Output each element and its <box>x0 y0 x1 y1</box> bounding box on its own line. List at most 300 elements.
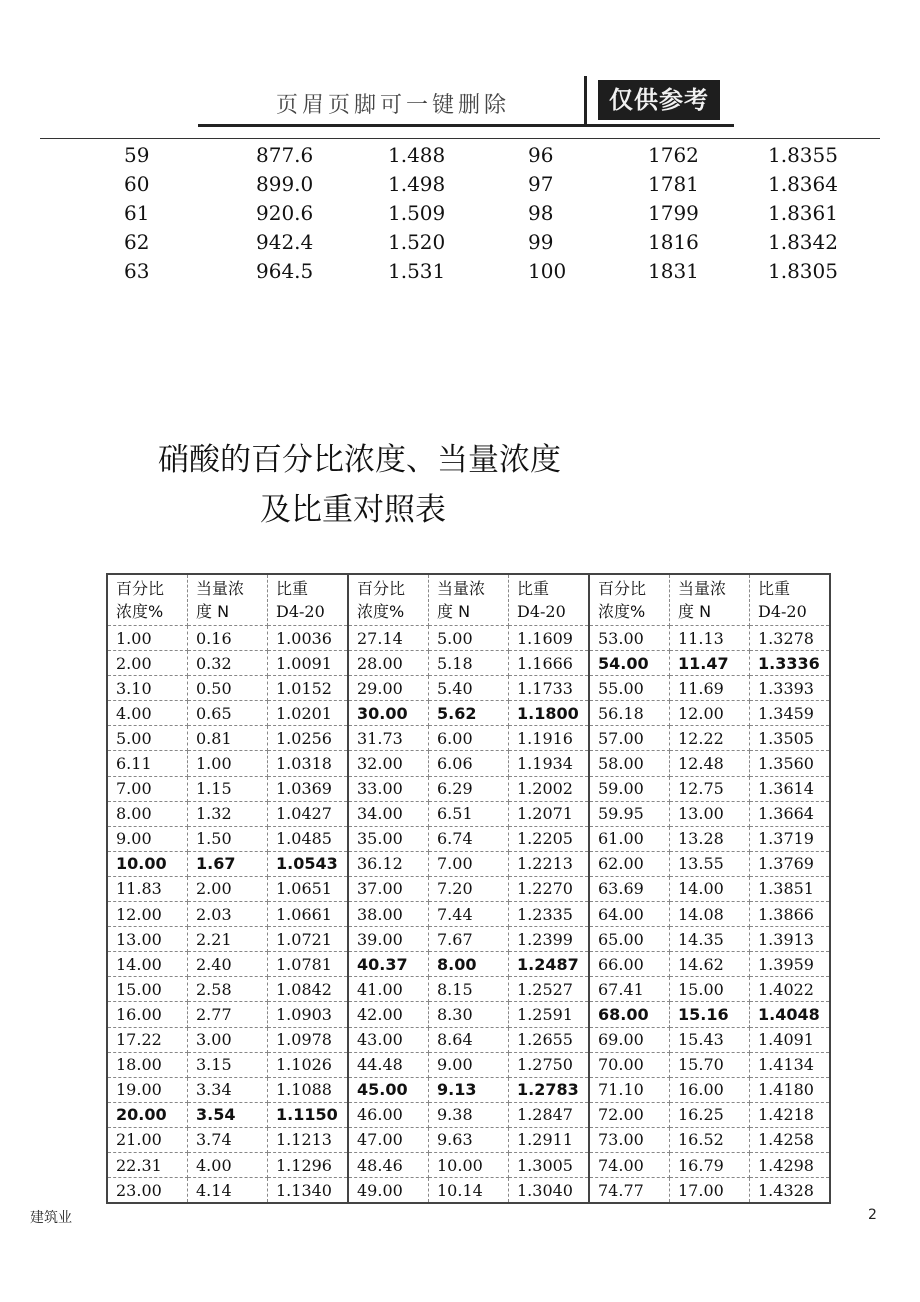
table-cell: 1.1609 <box>509 626 590 651</box>
table-cell: 16.79 <box>670 1152 750 1177</box>
table-cell: 41.00 <box>348 977 429 1002</box>
table-cell: 61.00 <box>589 826 670 851</box>
table-cell: 1.2655 <box>509 1027 590 1052</box>
table-cell: 15.00 <box>670 977 750 1002</box>
table-cell: 12.48 <box>670 751 750 776</box>
table-cell: 1.0201 <box>268 701 349 726</box>
table-cell: 1.3459 <box>750 701 831 726</box>
continued-table <box>96 140 878 285</box>
table-cell: 6.00 <box>429 726 509 751</box>
table-cell: 17.00 <box>670 1178 750 1204</box>
table-cell: 1.0091 <box>268 651 349 676</box>
table-cell: 11.69 <box>670 676 750 701</box>
table-cell: 33.00 <box>348 776 429 801</box>
table-cell: 3.10 <box>107 676 188 701</box>
table-cell: 35.00 <box>348 826 429 851</box>
table-cell: 7.44 <box>429 902 509 927</box>
table-cell: 0.16 <box>188 626 268 651</box>
table-cell: 1.1733 <box>509 676 590 701</box>
table-cell: 15.43 <box>670 1027 750 1052</box>
table-cell: 13.28 <box>670 826 750 851</box>
table-cell: 6.51 <box>429 801 509 826</box>
column-header-line: 比重 <box>276 579 309 598</box>
column-header <box>188 574 268 626</box>
table-cell: 14.08 <box>670 902 750 927</box>
nitric-acid-table <box>106 573 831 1204</box>
page-rule <box>40 138 880 139</box>
table-cell: 100 <box>528 258 567 283</box>
table-cell: 1.3866 <box>750 902 831 927</box>
column-header <box>750 574 831 626</box>
table-cell: 7.00 <box>107 776 188 801</box>
table-row <box>107 801 830 826</box>
table-cell: 12.00 <box>107 902 188 927</box>
table-cell: 1.0978 <box>268 1027 349 1052</box>
column-header-line: 度 N <box>196 602 230 621</box>
table-cell: 1.2591 <box>509 1002 590 1027</box>
table-cell: 42.00 <box>348 1002 429 1027</box>
table-cell: 1.32 <box>188 801 268 826</box>
table-cell: 3.15 <box>188 1052 268 1077</box>
table-cell: 9.00 <box>107 826 188 851</box>
table-cell: 1762 <box>648 142 699 167</box>
column-header <box>429 574 509 626</box>
table-cell: 39.00 <box>348 927 429 952</box>
table-cell: 1.2527 <box>509 977 590 1002</box>
table-cell: 8.15 <box>429 977 509 1002</box>
table-cell: 99 <box>528 229 554 254</box>
table-cell: 1.2847 <box>509 1102 590 1127</box>
table-row <box>107 1002 830 1027</box>
table-cell: 71.10 <box>589 1077 670 1102</box>
table-cell: 6.11 <box>107 751 188 776</box>
table-cell: 1799 <box>648 200 699 225</box>
table-cell: 0.65 <box>188 701 268 726</box>
table-cell: 12.00 <box>670 701 750 726</box>
table-cell: 1.4022 <box>750 977 831 1002</box>
table-cell: 8.30 <box>429 1002 509 1027</box>
table-cell: 1.8364 <box>768 171 838 196</box>
table-cell: 6.29 <box>429 776 509 801</box>
column-header-line: 比重 <box>517 579 550 598</box>
table-cell: 22.31 <box>107 1152 188 1177</box>
table-cell: 14.00 <box>670 876 750 901</box>
table-cell: 45.00 <box>348 1077 429 1102</box>
table-cell: 8.00 <box>429 952 509 977</box>
table-cell: 18.00 <box>107 1052 188 1077</box>
column-header-line: D4-20 <box>758 602 807 621</box>
table-cell: 16.25 <box>670 1102 750 1127</box>
table-cell: 1.00 <box>188 751 268 776</box>
table-cell: 1.0427 <box>268 801 349 826</box>
table-cell: 1.1934 <box>509 751 590 776</box>
column-header-line: 度 N <box>437 602 471 621</box>
table-row <box>96 169 878 198</box>
table-cell: 1.3505 <box>750 726 831 751</box>
column-header <box>107 574 188 626</box>
table-cell: 37.00 <box>348 876 429 901</box>
table-cell: 877.6 <box>256 142 314 167</box>
reference-only-badge: 仅供参考 <box>598 80 720 120</box>
column-header-line: 百分比 <box>116 579 165 598</box>
table-row <box>96 140 878 169</box>
table-cell: 1.2002 <box>509 776 590 801</box>
column-header-line: 浓度% <box>116 602 164 621</box>
table-cell: 1.1916 <box>509 726 590 751</box>
table-cell: 29.00 <box>348 676 429 701</box>
table-cell: 11.13 <box>670 626 750 651</box>
table-cell: 2.77 <box>188 1002 268 1027</box>
table-row <box>107 1178 830 1204</box>
table-row <box>96 198 878 227</box>
table-cell: 54.00 <box>589 651 670 676</box>
table-cell: 5.40 <box>429 676 509 701</box>
column-header <box>589 574 670 626</box>
table-cell: 53.00 <box>589 626 670 651</box>
table-cell: 0.32 <box>188 651 268 676</box>
table-row <box>107 701 830 726</box>
table-cell: 9.13 <box>429 1077 509 1102</box>
table-cell: 16.00 <box>670 1077 750 1102</box>
table-cell: 6.74 <box>429 826 509 851</box>
table-cell: 97 <box>528 171 554 196</box>
table-cell: 73.00 <box>589 1127 670 1152</box>
table-cell: 1.0036 <box>268 626 349 651</box>
table-cell: 40.37 <box>348 952 429 977</box>
table-cell: 1.2783 <box>509 1077 590 1102</box>
table-row <box>107 1152 830 1177</box>
column-header-line: D4-20 <box>276 602 325 621</box>
table-cell: 1.8361 <box>768 200 838 225</box>
column-header-line: D4-20 <box>517 602 566 621</box>
table-cell: 49.00 <box>348 1178 429 1204</box>
table-cell: 1.1213 <box>268 1127 349 1152</box>
table-cell: 1.4048 <box>750 1002 831 1027</box>
table-cell: 9.00 <box>429 1052 509 1077</box>
table-cell: 1.3336 <box>750 651 831 676</box>
document-title-line2: 及比重对照表 <box>260 492 446 528</box>
table-cell: 1.2071 <box>509 801 590 826</box>
table-cell: 59.95 <box>589 801 670 826</box>
table-cell: 23.00 <box>107 1178 188 1204</box>
table-cell: 1.2270 <box>509 876 590 901</box>
table-cell: 1.8342 <box>768 229 838 254</box>
table-cell: 1781 <box>648 171 699 196</box>
table-cell: 4.14 <box>188 1178 268 1204</box>
table-row <box>107 751 830 776</box>
table-cell: 59.00 <box>589 776 670 801</box>
table-cell: 1.1026 <box>268 1052 349 1077</box>
table-cell: 16.52 <box>670 1127 750 1152</box>
table-row <box>107 726 830 751</box>
table-cell: 62 <box>124 229 150 254</box>
table-cell: 10.00 <box>429 1152 509 1177</box>
table-cell: 12.22 <box>670 726 750 751</box>
table-cell: 20.00 <box>107 1102 188 1127</box>
table-row <box>107 876 830 901</box>
table-cell: 14.62 <box>670 952 750 977</box>
table-cell: 67.41 <box>589 977 670 1002</box>
table-cell: 68.00 <box>589 1002 670 1027</box>
table-cell: 1.0721 <box>268 927 349 952</box>
table-row <box>107 851 830 876</box>
table-cell: 28.00 <box>348 651 429 676</box>
column-header-line: 当量浓 <box>437 579 486 598</box>
table-cell: 964.5 <box>256 258 314 283</box>
table-cell: 1.3664 <box>750 801 831 826</box>
table-cell: 27.14 <box>348 626 429 651</box>
table-cell: 1.0256 <box>268 726 349 751</box>
table-cell: 10.00 <box>107 851 188 876</box>
table-cell: 1.0661 <box>268 902 349 927</box>
table-row <box>107 676 830 701</box>
table-row <box>96 256 878 285</box>
table-cell: 30.00 <box>348 701 429 726</box>
table-cell: 63.69 <box>589 876 670 901</box>
table-cell: 8.00 <box>107 801 188 826</box>
table-cell: 16.00 <box>107 1002 188 1027</box>
table-cell: 7.20 <box>429 876 509 901</box>
table-cell: 1.4091 <box>750 1027 831 1052</box>
table-cell: 15.70 <box>670 1052 750 1077</box>
table-cell: 74.00 <box>589 1152 670 1177</box>
table-row <box>107 1077 830 1102</box>
table-cell: 10.14 <box>429 1178 509 1204</box>
table-cell: 62.00 <box>589 851 670 876</box>
table-cell: 1.2213 <box>509 851 590 876</box>
table-cell: 1.2487 <box>509 952 590 977</box>
table-cell: 1.8355 <box>768 142 838 167</box>
table-cell: 32.00 <box>348 751 429 776</box>
table-cell: 1.1666 <box>509 651 590 676</box>
table-row <box>107 927 830 952</box>
table-cell: 1.498 <box>388 171 446 196</box>
table-cell: 1.520 <box>388 229 446 254</box>
table-cell: 1.3040 <box>509 1178 590 1204</box>
column-header-line: 比重 <box>758 579 791 598</box>
table-cell: 1.1088 <box>268 1077 349 1102</box>
table-cell: 58.00 <box>589 751 670 776</box>
table-cell: 1.50 <box>188 826 268 851</box>
table-cell: 7.67 <box>429 927 509 952</box>
table-cell: 5.18 <box>429 651 509 676</box>
table-cell: 13.00 <box>107 927 188 952</box>
table-cell: 0.81 <box>188 726 268 751</box>
table-cell: 1.1296 <box>268 1152 349 1177</box>
table-cell: 66.00 <box>589 952 670 977</box>
table-cell: 15.16 <box>670 1002 750 1027</box>
table-cell: 5.00 <box>107 726 188 751</box>
table-cell: 1.0543 <box>268 851 349 876</box>
table-row <box>107 977 830 1002</box>
column-header <box>348 574 429 626</box>
table-row <box>107 1027 830 1052</box>
table-cell: 1.2335 <box>509 902 590 927</box>
table-cell: 57.00 <box>589 726 670 751</box>
table-cell: 72.00 <box>589 1102 670 1127</box>
table-cell: 1.1800 <box>509 701 590 726</box>
table-cell: 3.00 <box>188 1027 268 1052</box>
table-cell: 64.00 <box>589 902 670 927</box>
table-cell: 13.00 <box>670 801 750 826</box>
table-cell: 1.3719 <box>750 826 831 851</box>
table-cell: 942.4 <box>256 229 314 254</box>
table-cell: 920.6 <box>256 200 314 225</box>
column-header-line: 百分比 <box>357 579 406 598</box>
table-cell: 1.3959 <box>750 952 831 977</box>
table-cell: 1.531 <box>388 258 446 283</box>
table-cell: 1.3005 <box>509 1152 590 1177</box>
table-cell: 1.2750 <box>509 1052 590 1077</box>
table-cell: 4.00 <box>188 1152 268 1177</box>
table-cell: 1.0318 <box>268 751 349 776</box>
table-cell: 0.50 <box>188 676 268 701</box>
header-underline <box>198 124 734 127</box>
table-cell: 1.67 <box>188 851 268 876</box>
page-number: 2 <box>868 1207 877 1223</box>
table-cell: 7.00 <box>429 851 509 876</box>
table-cell: 1.0369 <box>268 776 349 801</box>
table-cell: 1.4134 <box>750 1052 831 1077</box>
table-cell: 60 <box>124 171 150 196</box>
table-cell: 1.3393 <box>750 676 831 701</box>
table-cell: 1.509 <box>388 200 446 225</box>
table-cell: 3.34 <box>188 1077 268 1102</box>
document-title-line1: 硝酸的百分比浓度、当量浓度 <box>158 442 561 478</box>
table-cell: 1.8305 <box>768 258 838 283</box>
table-cell: 31.73 <box>348 726 429 751</box>
table-cell: 74.77 <box>589 1178 670 1204</box>
table-cell: 63 <box>124 258 150 283</box>
table-cell: 48.46 <box>348 1152 429 1177</box>
table-cell: 14.00 <box>107 952 188 977</box>
table-cell: 1.2911 <box>509 1127 590 1152</box>
table-cell: 2.00 <box>107 651 188 676</box>
table-row <box>107 776 830 801</box>
table-cell: 5.00 <box>429 626 509 651</box>
table-row <box>107 1052 830 1077</box>
table-cell: 1.00 <box>107 626 188 651</box>
table-cell: 1.2205 <box>509 826 590 851</box>
table-cell: 44.48 <box>348 1052 429 1077</box>
table-cell: 59 <box>124 142 150 167</box>
table-cell: 2.58 <box>188 977 268 1002</box>
table-cell: 21.00 <box>107 1127 188 1152</box>
column-header-line: 当量浓 <box>678 579 727 598</box>
table-row <box>107 826 830 851</box>
table-cell: 8.64 <box>429 1027 509 1052</box>
table-cell: 14.35 <box>670 927 750 952</box>
table-cell: 9.38 <box>429 1102 509 1127</box>
column-header-line: 度 N <box>678 602 712 621</box>
table-cell: 34.00 <box>348 801 429 826</box>
table-row <box>107 1127 830 1152</box>
table-cell: 1.0152 <box>268 676 349 701</box>
table-cell: 2.00 <box>188 876 268 901</box>
table-row <box>107 902 830 927</box>
table-cell: 2.40 <box>188 952 268 977</box>
table-cell: 1.1150 <box>268 1102 349 1127</box>
table-cell: 1.4218 <box>750 1102 831 1127</box>
table-cell: 1.4180 <box>750 1077 831 1102</box>
table-cell: 1.4328 <box>750 1178 831 1204</box>
table-cell: 19.00 <box>107 1077 188 1102</box>
table-cell: 12.75 <box>670 776 750 801</box>
table-row <box>107 651 830 676</box>
column-header <box>670 574 750 626</box>
table-cell: 1.3769 <box>750 851 831 876</box>
table-cell: 1.0781 <box>268 952 349 977</box>
table-cell: 2.21 <box>188 927 268 952</box>
table-cell: 11.47 <box>670 651 750 676</box>
column-header-line: 百分比 <box>598 579 647 598</box>
footer-label: 建筑业 <box>30 1210 72 1226</box>
table-cell: 9.63 <box>429 1127 509 1152</box>
table-cell: 1831 <box>648 258 699 283</box>
table-cell: 1.4298 <box>750 1152 831 1177</box>
table-cell: 1.0842 <box>268 977 349 1002</box>
table-cell: 1.488 <box>388 142 446 167</box>
page-header <box>0 0 920 140</box>
column-header-line: 当量浓 <box>196 579 245 598</box>
table-cell: 2.03 <box>188 902 268 927</box>
table-cell: 43.00 <box>348 1027 429 1052</box>
table-header-row <box>107 574 830 626</box>
table-cell: 47.00 <box>348 1127 429 1152</box>
table-cell: 70.00 <box>589 1052 670 1077</box>
table-cell: 1.3851 <box>750 876 831 901</box>
table-cell: 1.3560 <box>750 751 831 776</box>
column-header-line: 浓度% <box>598 602 646 621</box>
table-cell: 1.0651 <box>268 876 349 901</box>
table-cell: 55.00 <box>589 676 670 701</box>
table-cell: 17.22 <box>107 1027 188 1052</box>
table-cell: 1.1340 <box>268 1178 349 1204</box>
table-row <box>107 1102 830 1127</box>
table-cell: 1.2399 <box>509 927 590 952</box>
table-cell: 5.62 <box>429 701 509 726</box>
table-row <box>107 952 830 977</box>
table-cell: 65.00 <box>589 927 670 952</box>
table-cell: 56.18 <box>589 701 670 726</box>
table-cell: 13.55 <box>670 851 750 876</box>
column-header-line: 浓度% <box>357 602 405 621</box>
table-cell: 1.3913 <box>750 927 831 952</box>
table-cell: 6.06 <box>429 751 509 776</box>
table-cell: 98 <box>528 200 554 225</box>
table-cell: 38.00 <box>348 902 429 927</box>
table-cell: 69.00 <box>589 1027 670 1052</box>
table-cell: 96 <box>528 142 554 167</box>
table-cell: 3.74 <box>188 1127 268 1152</box>
table-cell: 1.0903 <box>268 1002 349 1027</box>
table-cell: 1.0485 <box>268 826 349 851</box>
table-cell: 1.3278 <box>750 626 831 651</box>
table-cell: 46.00 <box>348 1102 429 1127</box>
table-cell: 15.00 <box>107 977 188 1002</box>
table-cell: 1.4258 <box>750 1127 831 1152</box>
table-row <box>107 626 830 651</box>
header-divider <box>584 76 587 126</box>
table-cell: 899.0 <box>256 171 314 196</box>
table-cell: 1.3614 <box>750 776 831 801</box>
table-cell: 4.00 <box>107 701 188 726</box>
table-cell: 61 <box>124 200 150 225</box>
table-cell: 1.15 <box>188 776 268 801</box>
column-header <box>509 574 590 626</box>
column-header <box>268 574 349 626</box>
table-cell: 3.54 <box>188 1102 268 1127</box>
